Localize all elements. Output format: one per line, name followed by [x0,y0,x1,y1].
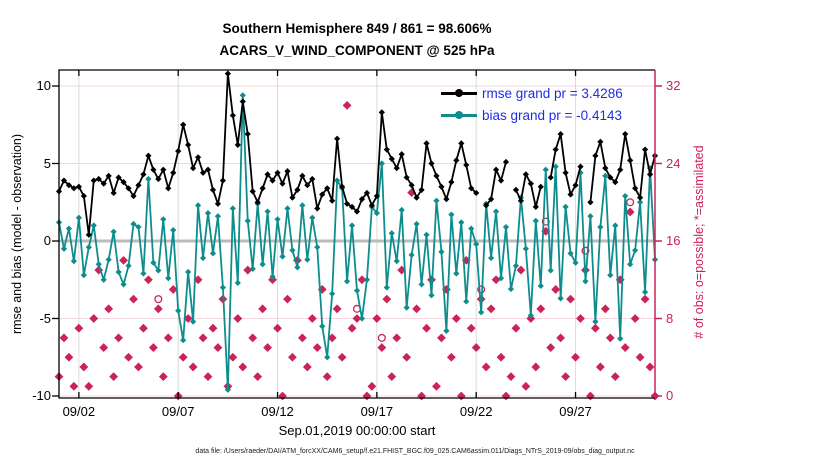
y-axis-right-tick: 8 [666,310,674,326]
chart-title: Southern Hemisphere 849 / 861 = 98.606% [222,21,492,36]
x-axis-tick: 09/07 [161,404,195,419]
y-axis-right-tick: 24 [666,155,681,171]
y-axis-left-tick: 10 [36,78,51,93]
legend-rmse-label: rmse grand pr = 3.4286 [482,85,623,101]
legend-bias-label: bias grand pr = -0.4143 [482,107,622,123]
legend [441,82,623,126]
chart-subtitle: ACARS_V_WIND_COMPONENT @ 525 hPa [219,43,495,58]
rmse-line-marker-icon [441,88,477,98]
y-axis-left-tick: 0 [43,233,51,248]
y-axis-right-tick: 0 [666,388,674,403]
right-axis-label: # of obs: o=possible; *=assimilated [692,145,706,339]
data-file-caption: data file: /Users/raeder/DAI/ATM_forcXX/CAM6_setup/f.e21.FHIST_BGC.f09_025.CAM6assim.011/Diags_NTrS_2019-09/obs_diag_output.nc [195,448,635,455]
x-axis-tick: 09/02 [62,404,96,419]
y-axis-left-tick: -10 [32,388,51,403]
x-axis-tick: 09/22 [459,404,493,419]
y-axis-left-tick: 5 [43,155,51,171]
y-axis-right-tick: 32 [666,78,681,93]
y-axis-right-tick: 16 [666,233,681,248]
legend-item-rmse [441,82,623,104]
x-axis-tick: 09/12 [261,404,294,419]
left-axis-label: rmse and bias (model - observation) [10,133,24,335]
x-axis-tick: 09/27 [559,404,592,419]
x-axis-tick: 09/17 [360,404,394,419]
legend-item-bias [441,104,623,126]
bias-line-marker-icon [441,110,477,120]
y-axis-left-tick: -5 [39,310,51,326]
x-axis-label: Sep.01,2019 00:00:00 start [278,423,436,438]
